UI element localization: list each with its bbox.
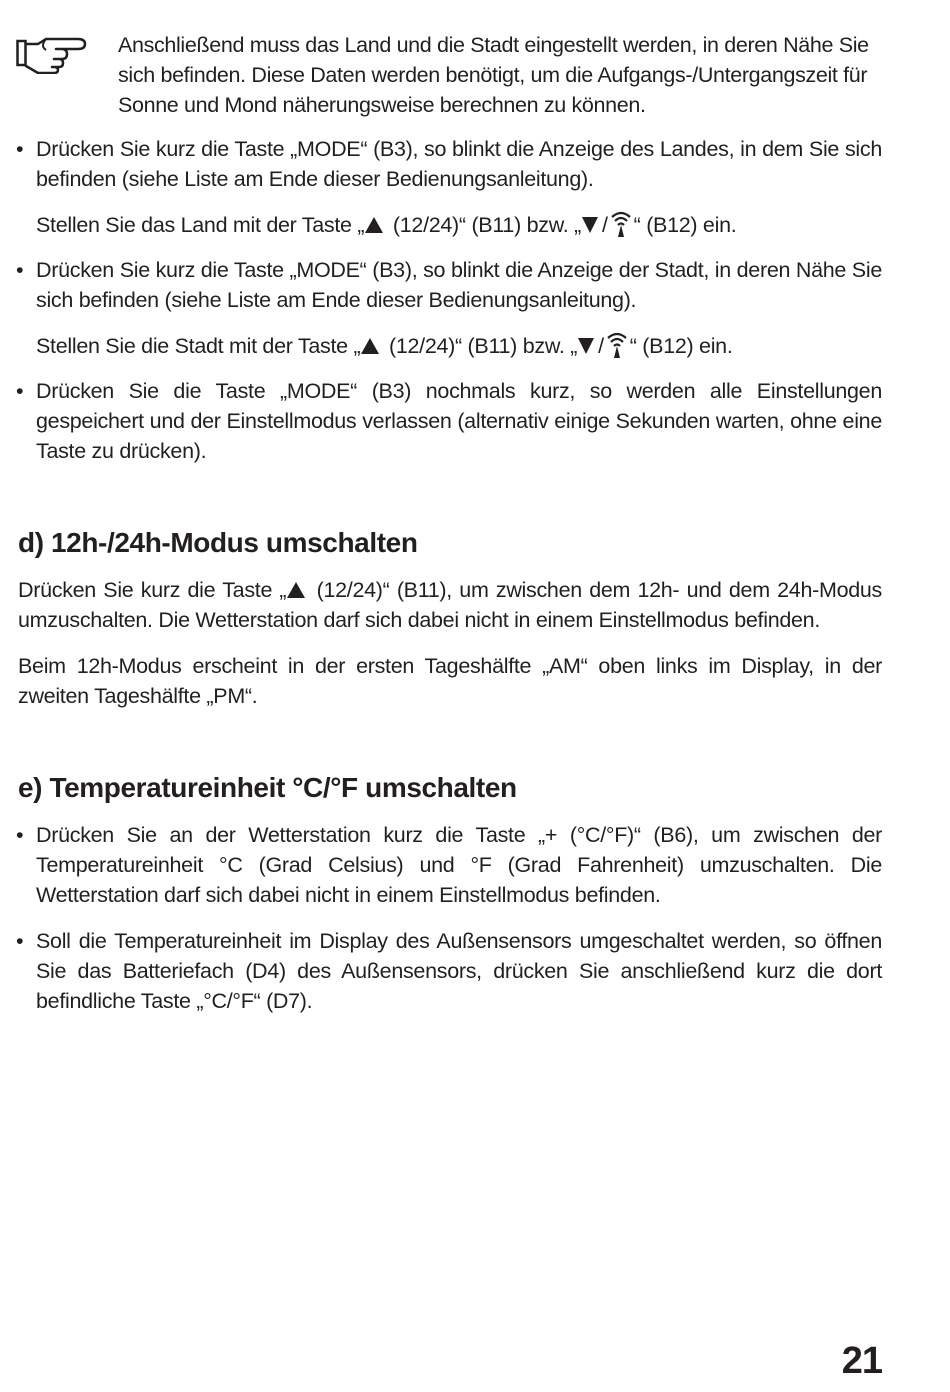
save-settings-bullet — [16, 376, 882, 466]
page-number: 21 — [841, 1340, 882, 1382]
temperature-unit-bullet-2 — [16, 926, 882, 1016]
bullet-marker: • — [16, 823, 24, 847]
triangle-up-icon — [364, 216, 384, 234]
radio-signal-icon — [609, 210, 633, 238]
bullet-marker: • — [16, 258, 24, 282]
section-d-paragraph-1: Drücken Sie kurz die Taste „ (12/24)“ (B11), um zwischen dem 12h- und dem 24h-Modus umzuschalten. Die Wetterstation darf sich dabei nicht in einem Einstellmodus befinden. — [18, 578, 882, 632]
pointing-hand-icon — [16, 36, 88, 74]
temperature-unit-text-1: Drücken Sie an der Wetterstation kurz die Taste „+ (°C/°F)“ (B6), um zwischen der Temperatureinheit °C (Grad Celsius) und °F (Grad Fahrenheit) umzuschalten. Die Wetterstation darf sich dabei nicht in einem Einstellmodus befinden. — [36, 823, 882, 907]
bullet-marker: • — [16, 929, 24, 953]
city-select-bullet — [16, 255, 882, 315]
triangle-down-icon — [581, 216, 599, 234]
country-select-text: Drücken Sie kurz die Taste „MODE“ (B3), so blinkt die Anzeige des Landes, in dem Sie sich befinden (siehe Liste am Ende dieser Bedienungsanleitung). — [36, 137, 882, 191]
country-select-bullet — [16, 134, 882, 194]
radio-signal-icon — [605, 331, 629, 359]
save-settings-text: Drücken Sie die Taste „MODE“ (B3) nochmals kurz, so werden alle Einstellungen gespeichert und der Einstellmodus verlassen (alternativ einige Sekunden warten, ohne eine Taste zu drücken). — [36, 379, 882, 463]
note-text: Anschließend muss das Land und die Stadt eingestellt werden, in deren Nähe Sie sich befinden. Diese Daten werden benötigt, um die Aufgangs-/Untergangszeit für Sonne und Mond näherungsweise berechnen zu können. — [118, 33, 869, 117]
city-select-text: Drücken Sie kurz die Taste „MODE“ (B3), so blinkt die Anzeige der Stadt, in deren Nähe Sie sich befinden (siehe Liste am Ende dieser Bedienungsanleitung). — [36, 258, 882, 312]
country-set-instruction: Stellen Sie das Land mit der Taste „ (12/24)“ (B11) bzw. „ / “ (B12) ein. — [36, 210, 882, 240]
temperature-unit-bullet-1 — [16, 820, 882, 910]
bullet-marker: • — [16, 137, 24, 161]
bullet-marker: • — [16, 379, 24, 403]
section-e-heading: e) Temperatureinheit °C/°F umschalten — [18, 772, 517, 803]
temperature-unit-text-2: Soll die Temperatureinheit im Display des Außensensors umgeschaltet werden, so öffnen Sie das Batteriefach (D4) des Außensensors, drücken Sie anschließend kurz die dort befindliche Taste „°C/°F“ (D7). — [36, 929, 882, 1013]
triangle-down-icon — [577, 337, 595, 355]
triangle-up-icon — [360, 337, 380, 355]
triangle-up-icon — [286, 581, 306, 599]
section-d-heading: d) 12h-/24h-Modus umschalten — [18, 527, 418, 558]
section-d-paragraph-2: Beim 12h-Modus erscheint in der ersten Tageshälfte „AM“ oben links im Display, in der zweiten Tageshälfte „PM“. — [18, 654, 882, 708]
city-set-instruction: Stellen Sie die Stadt mit der Taste „ (12/24)“ (B11) bzw. „ / “ (B12) ein. — [36, 331, 882, 361]
